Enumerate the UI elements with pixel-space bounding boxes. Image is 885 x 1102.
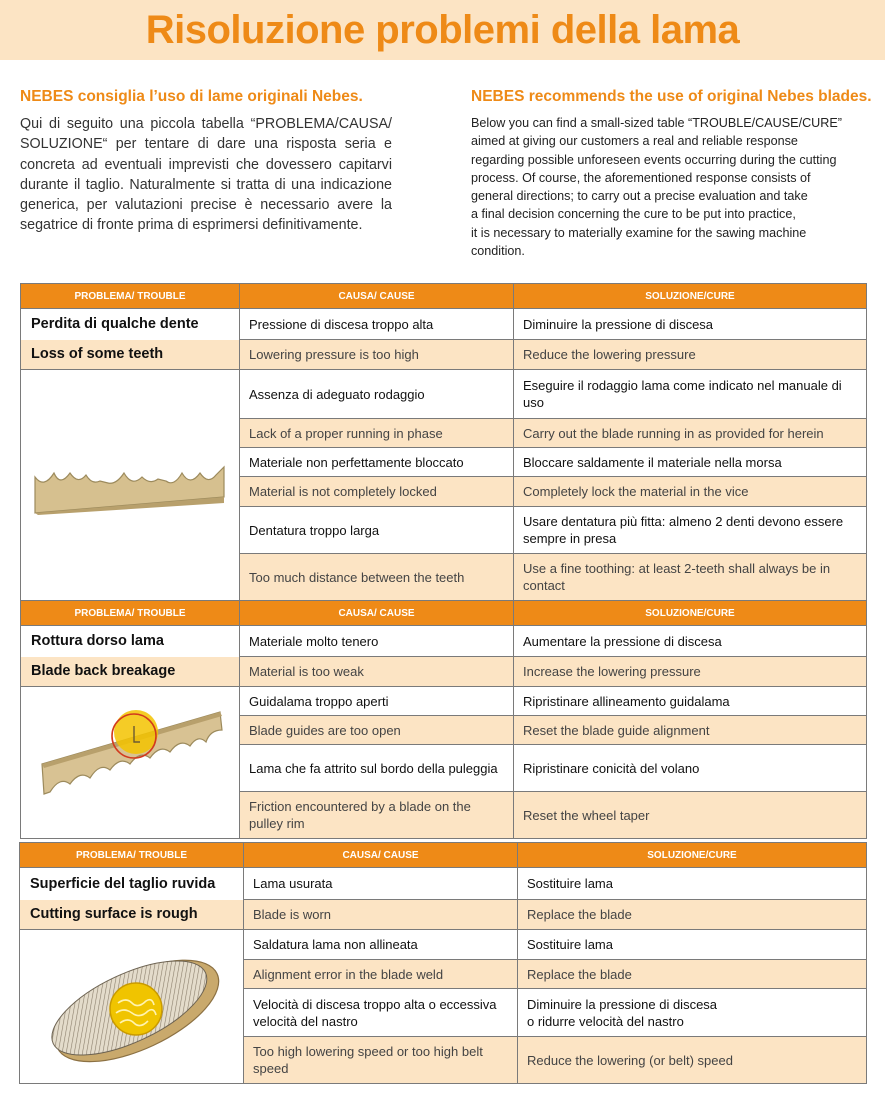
- solution-english: Reduce the lowering pressure: [514, 340, 867, 370]
- header-solution: SOLUZIONE/CURE: [518, 843, 867, 868]
- intro-english-line: Below you can find a small-sized table “TROUBLE/CAUSE/CURE”: [471, 116, 842, 130]
- header-solution: SOLUZIONE/CURE: [514, 601, 867, 626]
- header-cause: CAUSA/ CAUSE: [240, 284, 514, 309]
- cause-italian: Guidalama troppo aperti: [240, 687, 514, 716]
- header-problem: PROBLEMA/ TROUBLE: [20, 843, 244, 868]
- intro-italian-text: Qui di seguito una piccola tabella “PROBLEMA/CAUSA/ SOLUZIONE“ per tentare di dare una risposta seria e concreta ad eventuali imprevisti che dovessero capitarvi durante il taglio. Naturalmente si tratta di una indicazione generica, per valutazioni precise è necessario avere la segatrice di fronte prima di esprimersi definitivamente.: [20, 116, 392, 234]
- solution-italian: Diminuire la pressione di discesa: [514, 309, 867, 340]
- page-title: Risoluzione problemi della lama: [145, 8, 740, 52]
- cause-english: Lack of a proper running in phase: [240, 419, 514, 448]
- solution-italian: Sostituire lama: [518, 868, 867, 900]
- intro-english-line: aimed at giving our customers a real and reliable response: [471, 134, 798, 149]
- intro-english: [471, 88, 871, 260]
- solution-italian: Ripristinare conicità del volano: [514, 745, 867, 792]
- cause-english: Material is not completely locked: [240, 477, 514, 507]
- solution-italian: Diminuire la pressione di discesa o ridurre velocità del nastro: [518, 989, 867, 1037]
- cause-italian: Assenza di adeguato rodaggio: [240, 370, 514, 419]
- intro-english-text: [471, 114, 871, 260]
- intro-italian-heading: NEBES consiglia l’uso di lame originali Nebes.: [20, 88, 363, 105]
- problem-italian: Rottura dorso lama: [21, 626, 240, 657]
- cause-italian: Materiale molto tenero: [240, 626, 514, 657]
- intro-english-line: regarding possible unforeseen events occurring during the cutting: [471, 152, 837, 167]
- trouble-table-rough-surface: [19, 842, 867, 1084]
- intro-english-line: it is necessary to materially examine for the sawing machine: [471, 225, 807, 240]
- solution-italian: Eseguire il rodaggio lama come indicato nel manuale di uso: [514, 370, 867, 419]
- broken-teeth-blade-icon: [21, 370, 240, 601]
- solution-italian: Usare dentatura più fitta: almeno 2 denti devono essere sempre in presa: [514, 507, 867, 554]
- header-cause: CAUSA/ CAUSE: [244, 843, 518, 868]
- header-cause: CAUSA/ CAUSE: [240, 601, 514, 626]
- cause-english: Too high lowering speed or too high belt speed: [244, 1037, 518, 1084]
- cause-english: Material is too weak: [240, 657, 514, 687]
- intro-english-heading: NEBES recommends the use of original Nebes blades.: [471, 88, 872, 105]
- intro-english-line: a final decision concerning the cure to be put into practice,: [471, 207, 796, 222]
- cause-italian: Velocità di discesa troppo alta o eccessiva velocità del nastro: [244, 989, 518, 1037]
- rough-cut-surface-icon: [20, 930, 244, 1084]
- cause-italian: Lama usurata: [244, 868, 518, 900]
- intro-english-line: general directions; to carry out a precise evaluation and take: [471, 189, 808, 204]
- header-solution: SOLUZIONE/CURE: [514, 284, 867, 309]
- cause-english: Blade guides are too open: [240, 716, 514, 745]
- solution-italian: Ripristinare allineamento guidalama: [514, 687, 867, 716]
- header-problem: PROBLEMA/ TROUBLE: [21, 601, 240, 626]
- intro-italian: [20, 88, 392, 236]
- solution-italian: Aumentare la pressione di discesa: [514, 626, 867, 657]
- broken-teeth-blade-icon: [30, 455, 230, 515]
- trouble-table-back-breakage: [20, 600, 867, 839]
- solution-english: Reduce the lowering (or belt) speed: [518, 1037, 867, 1084]
- cause-italian: Dentatura troppo larga: [240, 507, 514, 554]
- cause-italian: Pressione di discesa troppo alta: [240, 309, 514, 340]
- header-problem: PROBLEMA/ TROUBLE: [21, 284, 240, 309]
- cause-english: Alignment error in the blade weld: [244, 960, 518, 989]
- cracked-blade-back-icon: [21, 687, 240, 839]
- solution-italian: Bloccare saldamente il materiale nella morsa: [514, 448, 867, 477]
- solution-english: Reset the blade guide alignment: [514, 716, 867, 745]
- problem-italian: Superficie del taglio ruvida: [20, 868, 244, 900]
- cracked-blade-back-icon: [30, 708, 230, 818]
- cause-english: Blade is worn: [244, 900, 518, 930]
- solution-english: Reset the wheel taper: [514, 792, 867, 839]
- solution-english: Replace the blade: [518, 900, 867, 930]
- intro-english-line: condition.: [471, 244, 525, 259]
- solution-english: Use a fine toothing: at least 2-teeth shall always be in contact: [514, 554, 867, 601]
- cause-italian: Lama che fa attrito sul bordo della puleggia: [240, 745, 514, 792]
- solution-english: Replace the blade: [518, 960, 867, 989]
- cause-english: Friction encountered by a blade on the pulley rim: [240, 792, 514, 839]
- solution-english: Increase the lowering pressure: [514, 657, 867, 687]
- problem-english: Cutting surface is rough: [20, 900, 244, 930]
- intro-english-line: process. Of course, the aforementioned response consists of: [471, 170, 811, 185]
- problem-italian: Perdita di qualche dente: [21, 309, 240, 340]
- problem-english: Loss of some teeth: [21, 340, 240, 370]
- title-bar: [0, 0, 885, 60]
- cause-italian: Saldatura lama non allineata: [244, 930, 518, 960]
- rough-cut-surface-icon: [32, 947, 232, 1067]
- solution-english: Completely lock the material in the vice: [514, 477, 867, 507]
- cause-italian: Materiale non perfettamente bloccato: [240, 448, 514, 477]
- solution-italian: Sostituire lama: [518, 930, 867, 960]
- cause-english: Too much distance between the teeth: [240, 554, 514, 601]
- solution-english: Carry out the blade running in as provided for herein: [514, 419, 867, 448]
- cause-english: Lowering pressure is too high: [240, 340, 514, 370]
- trouble-table-teeth-loss: [20, 283, 867, 601]
- problem-english: Blade back breakage: [21, 657, 240, 687]
